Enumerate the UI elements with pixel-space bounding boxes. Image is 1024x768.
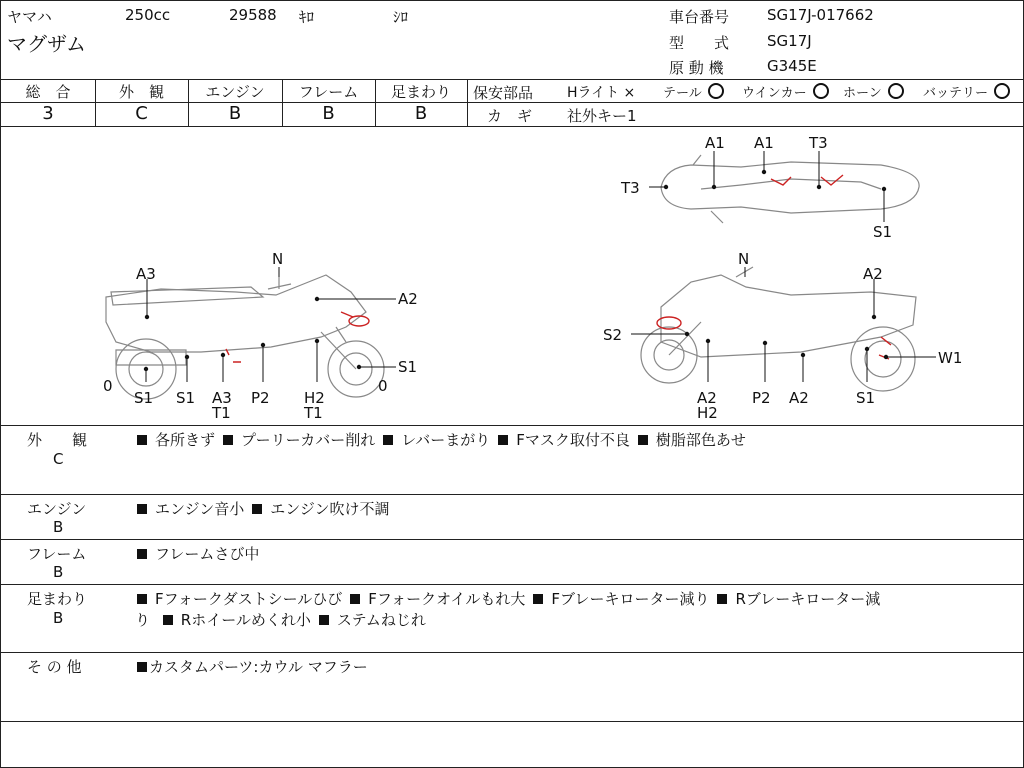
divider — [1, 652, 1023, 653]
note-frame-items — [137, 543, 259, 564]
grade-suspension-label: 足まわり — [390, 83, 451, 101]
diagram-label: P2 — [251, 389, 270, 407]
engine-code-label: 原 動 機 — [669, 59, 724, 77]
diagram-label: H2 — [697, 404, 718, 422]
bullet-icon — [638, 435, 648, 445]
note-suspension-label: 足まわり — [27, 590, 88, 608]
color: ｼﾛ — [393, 8, 409, 26]
mileage: 29588 — [229, 6, 277, 24]
diagram-label: W1 — [938, 349, 963, 367]
grade-frame-value: B — [322, 103, 335, 124]
diagram-label: A2 — [697, 389, 717, 407]
mileage-unit: ｷﾛ — [299, 8, 315, 26]
diagram-label: T1 — [212, 404, 231, 422]
diagram-label: T3 — [809, 134, 828, 152]
note-item: 樹脂部色あせ — [655, 431, 746, 449]
note-item: レバーまがり — [401, 431, 491, 449]
safety-battery: バッテリー — [923, 82, 1010, 101]
note-frame-grade: B — [53, 563, 64, 581]
note-engine-label: エンジン — [27, 500, 87, 518]
note-item: ステムねじれ — [336, 611, 426, 629]
grade-exterior-value: C — [135, 103, 148, 124]
bullet-icon — [163, 615, 173, 625]
grade-engine-label: エンジン — [205, 83, 265, 101]
bullet-icon — [350, 594, 360, 604]
note-exterior-items — [137, 429, 746, 450]
note-item: Fマスク取付不良 — [516, 431, 630, 449]
bullet-icon — [137, 435, 147, 445]
bullet-icon — [319, 615, 329, 625]
scooter-right-view — [641, 267, 916, 391]
note-exterior-grade: C — [53, 450, 64, 468]
diagram-label: A3 — [212, 389, 232, 407]
diagram-label: A2 — [863, 265, 883, 283]
bullet-icon — [383, 435, 393, 445]
note-suspension-grade: B — [53, 609, 64, 627]
diagram-label: S1 — [856, 389, 876, 407]
note-engine-items — [137, 498, 390, 519]
safety-tail: テール — [663, 82, 724, 101]
divider — [467, 102, 1023, 103]
diagram-label: T1 — [304, 404, 323, 422]
diagram-label: T3 — [621, 179, 640, 197]
note-suspension-line2: り Rホイールめくれ小 ステムねじれ — [135, 611, 426, 629]
divider — [1, 425, 1023, 426]
key-value: 社外キー1 — [567, 107, 637, 125]
diagram-label: S2 — [603, 326, 623, 344]
note-engine-grade: B — [53, 518, 64, 536]
frame-no-label: 車台番号 — [669, 8, 730, 26]
leader-dots — [144, 170, 888, 371]
diagram-label: S1 — [398, 358, 418, 376]
diagram-label: N — [272, 250, 284, 268]
diagram-label: S1 — [873, 223, 893, 241]
grade-overall-value: 3 — [42, 103, 54, 124]
scooter-top-view — [661, 155, 919, 223]
damage-diagram — [1, 127, 1023, 425]
safety-winker: ウインカー — [742, 82, 829, 101]
bullet-icon — [137, 662, 147, 672]
note-item: フレームさび中 — [155, 545, 260, 563]
diagram-label: A1 — [705, 134, 725, 152]
scooter-left-view — [106, 275, 384, 399]
divider — [1, 79, 1023, 80]
note-frame-label: フレーム — [27, 545, 87, 563]
safety-label: 保安部品 — [473, 84, 534, 102]
diagram-label: N — [738, 250, 750, 268]
model-name: マグザム — [7, 32, 86, 56]
safety-headlight: Hライト × — [567, 85, 636, 101]
engine-code: G345E — [767, 57, 817, 75]
ok-mark-icon — [813, 83, 829, 99]
note-suspension-line1 — [137, 588, 880, 609]
diagram-label: A1 — [754, 134, 774, 152]
diagram-label: 0 — [378, 377, 388, 395]
note-other: カスタムパーツ:カウル マフラー — [137, 656, 368, 677]
grade-exterior-label: 外 観 — [118, 83, 164, 101]
bullet-icon — [137, 594, 147, 604]
bullet-icon — [533, 594, 543, 604]
ok-mark-icon — [994, 83, 1010, 99]
maker: ヤマハ — [7, 8, 52, 26]
bullet-icon — [137, 549, 147, 559]
ok-mark-icon — [708, 83, 724, 99]
note-item: エンジン吹け不調 — [270, 500, 390, 518]
grade-suspension-value: B — [414, 103, 428, 124]
bullet-icon — [498, 435, 508, 445]
note-item: エンジン音小 — [155, 500, 245, 518]
diagram-labels — [103, 134, 962, 422]
diagram-label: S1 — [176, 389, 196, 407]
diagram-label: P2 — [752, 389, 771, 407]
diagram-label: A2 — [398, 290, 418, 308]
note-item: Fフォークダストシールひび — [155, 590, 343, 608]
note-other-label: そ の 他 — [27, 658, 82, 676]
divider — [1, 721, 1023, 722]
damage-marks — [226, 175, 891, 362]
diagram-label: 0 — [103, 377, 113, 395]
frame-no: SG17J-017662 — [767, 6, 874, 24]
bullet-icon — [223, 435, 233, 445]
key-label: カ ギ — [487, 107, 533, 125]
divider — [1, 539, 1023, 540]
note-item: 各所きず — [155, 431, 216, 449]
bullet-icon — [717, 594, 727, 604]
note-item: Fフォークオイルもれ大 — [368, 590, 526, 608]
note-item: Rブレーキローター減 — [735, 590, 881, 608]
bullet-icon — [137, 504, 147, 514]
divider — [1, 494, 1023, 495]
diagram-label: S1 — [134, 389, 154, 407]
bullet-icon — [252, 504, 262, 514]
note-item: Rホイールめくれ小 — [180, 611, 311, 629]
model-code: SG17J — [767, 32, 812, 50]
note-item: プーリーカバー削れ — [241, 431, 376, 449]
divider — [1, 584, 1023, 585]
displacement: 250cc — [125, 6, 171, 24]
ok-mark-icon — [888, 83, 904, 99]
diagram-label: H2 — [304, 389, 325, 407]
safety-horn: ホーン — [843, 82, 904, 101]
model-code-label: 型 式 — [669, 34, 730, 52]
diagram-label: A3 — [136, 265, 156, 283]
grade-frame-label: フレーム — [298, 83, 359, 101]
note-item: Fブレーキローター減り — [551, 590, 710, 608]
grade-overall-label: 総 合 — [25, 83, 71, 101]
diagram-label: A2 — [789, 389, 809, 407]
grade-engine-value: B — [228, 103, 242, 124]
note-exterior-label: 外 観 — [27, 431, 88, 449]
